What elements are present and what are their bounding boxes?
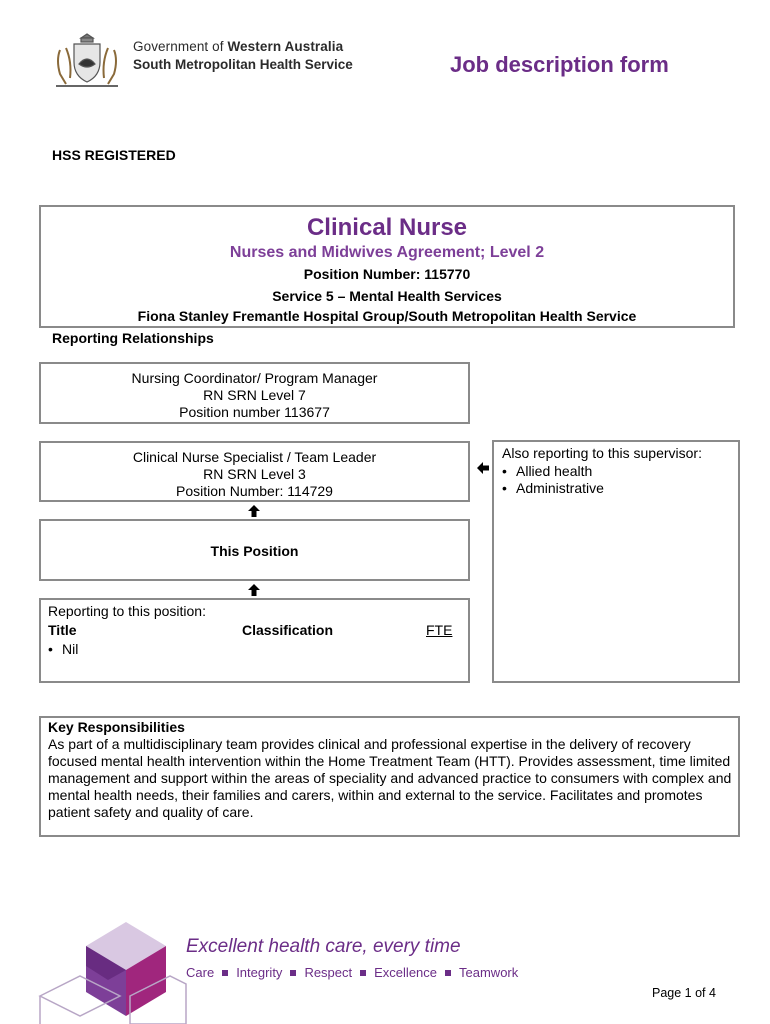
government-prefix: Government of xyxy=(133,39,228,54)
reporting-relationships-heading: Reporting Relationships xyxy=(52,330,214,346)
position-title-box xyxy=(39,205,735,328)
arrow-up-icon xyxy=(247,504,261,518)
page-number: Page 1 of 4 xyxy=(652,986,716,1000)
hospital-group: Fiona Stanley Fremantle Hospital Group/South Metropolitan Health Service xyxy=(137,308,637,324)
value-item: Excellence xyxy=(374,965,438,980)
list-item-label: Nil xyxy=(62,641,79,657)
square-bullet-icon xyxy=(290,970,296,976)
list-item: • Nil xyxy=(48,641,79,657)
supervisor-position-number: Position Number: 114729 xyxy=(176,483,333,499)
document-title: Job description form xyxy=(450,52,669,77)
this-position-label: This Position xyxy=(210,543,299,559)
value-item: Integrity xyxy=(236,965,283,980)
arrow-left-icon xyxy=(476,461,490,475)
hss-registered-label: HSS REGISTERED xyxy=(52,147,176,163)
also-reporting-box xyxy=(492,440,740,683)
also-reporting-heading: Also reporting to this supervisor: xyxy=(502,445,702,461)
key-responsibilities-box xyxy=(39,716,740,837)
government-state: Western Australia xyxy=(227,39,344,54)
footer-tagline: Excellent health care, every time xyxy=(186,936,461,957)
key-responsibilities-heading: Key Responsibilities xyxy=(48,719,185,735)
arrow-up-icon xyxy=(247,583,261,597)
square-bullet-icon xyxy=(445,970,451,976)
square-bullet-icon xyxy=(222,970,228,976)
list-item: • Administrative xyxy=(502,480,604,496)
key-responsibilities-text: As part of a multidisciplinary team provides clinical and professional expertise in the delivery of recovery focused mental health intervention within the Home Treatment Team (HTT). Provides assessment, time limited management and support within the areas of speciality and advanced practice to consumers with complex and mental health needs, their families and carers, within and external to the service. Facilitates and promotes patient safety and quality of care. xyxy=(48,736,732,820)
column-header-fte: FTE xyxy=(426,622,453,638)
government-crest-logo xyxy=(46,30,128,92)
list-item: • Allied health xyxy=(502,463,593,479)
footer-cube-graphic xyxy=(38,918,188,1024)
reporting-to-position-box xyxy=(39,598,470,683)
value-item: Respect xyxy=(304,965,353,980)
this-position-box xyxy=(39,519,470,581)
supervisor-level: RN SRN Level 3 xyxy=(203,466,306,482)
value-item: Teamwork xyxy=(459,965,519,980)
column-header-title: Title xyxy=(48,622,77,638)
government-name xyxy=(133,39,343,54)
manager-level: RN SRN Level 7 xyxy=(203,387,306,403)
manager-position-number: Position number 113677 xyxy=(179,404,330,420)
position-title: Clinical Nurse xyxy=(306,214,468,241)
supervisor-title: Clinical Nurse Specialist / Team Leader xyxy=(132,449,377,465)
list-item-label: Allied health xyxy=(516,463,593,479)
service-name: Service 5 – Mental Health Services xyxy=(272,288,502,304)
manager-box xyxy=(39,362,470,424)
column-header-classification: Classification xyxy=(242,622,334,638)
reporting-to-heading: Reporting to this position: xyxy=(48,603,206,619)
position-number: Position Number: 115770 xyxy=(303,266,471,282)
value-item: Care xyxy=(186,965,215,980)
agreement-level: Nurses and Midwives Agreement; Level 2 xyxy=(229,244,545,261)
footer-values xyxy=(186,965,518,980)
health-service-name: South Metropolitan Health Service xyxy=(133,57,353,72)
supervisor-box xyxy=(39,441,470,502)
list-item-label: Administrative xyxy=(516,480,604,496)
also-reporting-list xyxy=(502,463,604,497)
manager-title: Nursing Coordinator/ Program Manager xyxy=(131,370,378,386)
square-bullet-icon xyxy=(360,970,366,976)
